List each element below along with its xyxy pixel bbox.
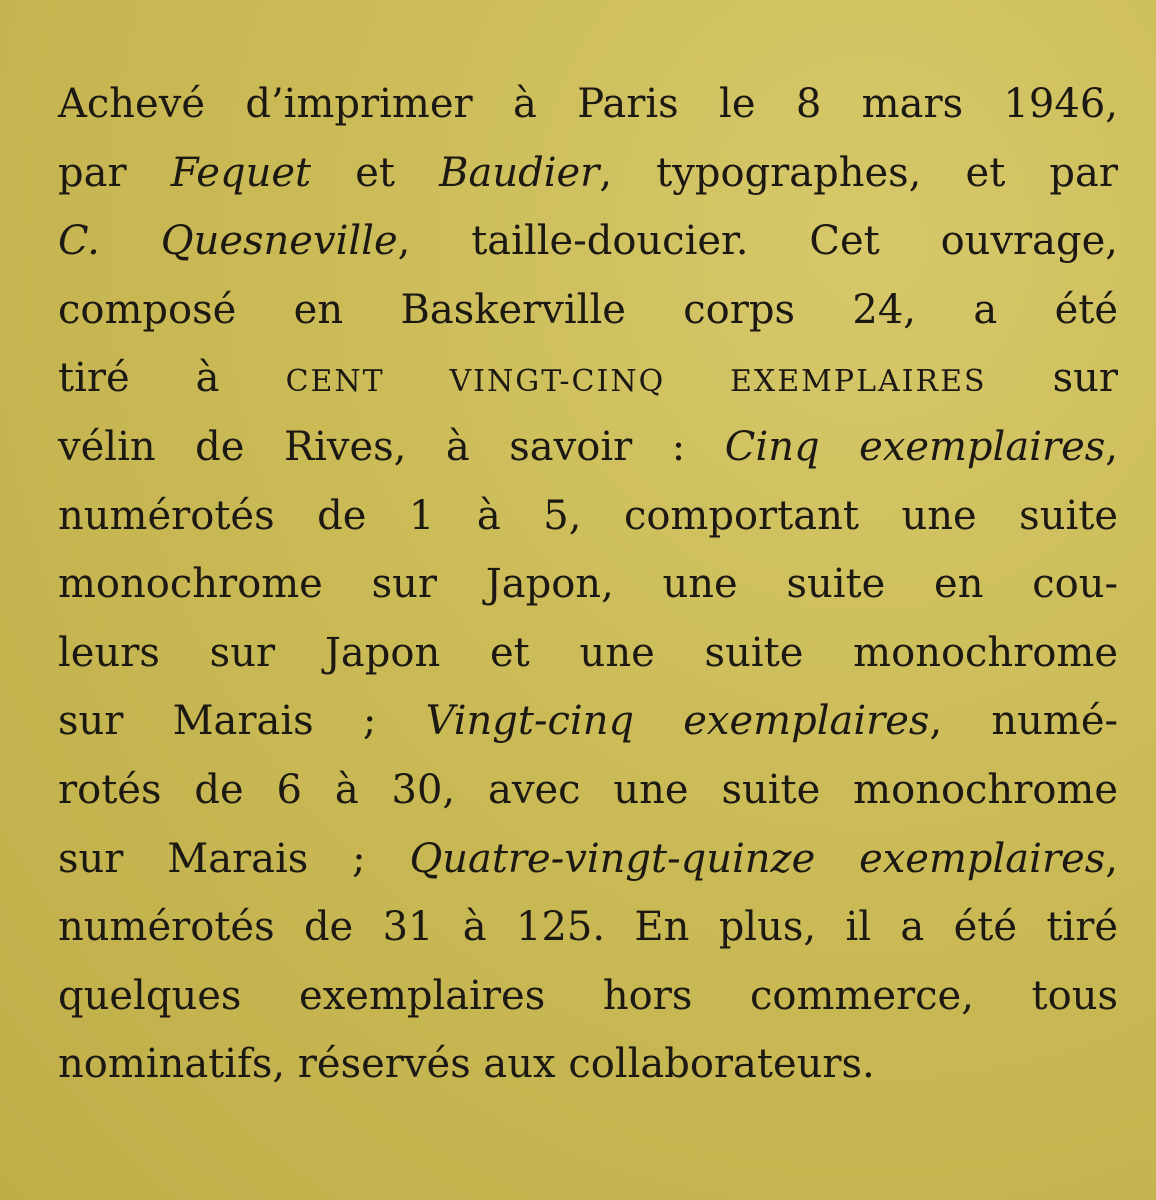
- roman-text: leurs sur Japon et une suite monochrome: [58, 629, 1118, 676]
- italic-text: Quatre-vingt-quinze exemplaires: [409, 835, 1106, 882]
- colophon-line: [58, 70, 1118, 139]
- roman-text: , numé-: [929, 698, 1119, 745]
- roman-text: quelques exemplaires hors commerce, tous: [58, 972, 1118, 1019]
- roman-text: composé en Baskerville corps 24, a été: [58, 286, 1118, 333]
- colophon-line: [58, 962, 1118, 1031]
- roman-text: numérotés de 1 à 5, comportant une suite: [58, 492, 1118, 539]
- roman-text: numérotés de 31 à 125. En plus, il a été tiré: [58, 904, 1118, 951]
- roman-text: sur Marais ;: [58, 835, 410, 882]
- roman-text: rotés de 6 à 30, avec une suite monochrome: [58, 766, 1118, 813]
- roman-text: par: [58, 149, 171, 196]
- italic-text: Vingt-cinq exemplaires: [425, 698, 930, 745]
- roman-text: ,: [1105, 423, 1119, 470]
- colophon-line: [58, 344, 1118, 413]
- roman-text: ,: [1105, 835, 1118, 882]
- colophon-line: [58, 825, 1118, 894]
- smallcaps-text: CENT VINGT-CINQ EXEMPLAIRES: [285, 364, 987, 400]
- roman-text: nominatifs, réservés aux collaborateurs.: [58, 1041, 875, 1088]
- roman-text: sur Marais ;: [58, 698, 426, 745]
- colophon-line: [58, 687, 1118, 756]
- italic-text: C. Quesneville: [58, 218, 398, 265]
- colophon-line: [58, 550, 1118, 619]
- colophon-line: [58, 756, 1118, 825]
- roman-text: vélin de Rives, à savoir :: [58, 423, 725, 470]
- colophon-line: [58, 413, 1118, 482]
- roman-text: sur: [986, 355, 1118, 402]
- italic-text: Baudier: [439, 149, 600, 196]
- colophon-line: [58, 893, 1118, 962]
- roman-text: Achevé d’imprimer à Paris le 8 mars 1946,: [58, 81, 1118, 127]
- roman-text: monochrome sur Japon, une suite en cou-: [58, 561, 1118, 608]
- colophon-line: [58, 1030, 1118, 1099]
- colophon-text: [58, 70, 1118, 1099]
- roman-text: tiré à: [58, 355, 286, 402]
- colophon-line: [58, 482, 1118, 551]
- colophon-line: [58, 619, 1118, 688]
- roman-text: , taille-doucier. Cet ouvrage,: [397, 218, 1118, 265]
- colophon-line: [58, 139, 1118, 208]
- italic-text: Cinq exemplaires: [724, 423, 1106, 470]
- roman-text: et: [311, 149, 440, 196]
- colophon-line: [58, 276, 1118, 345]
- colophon-line: [58, 207, 1118, 276]
- italic-text: Fequet: [170, 149, 312, 196]
- roman-text: , typographes, et par: [599, 149, 1118, 196]
